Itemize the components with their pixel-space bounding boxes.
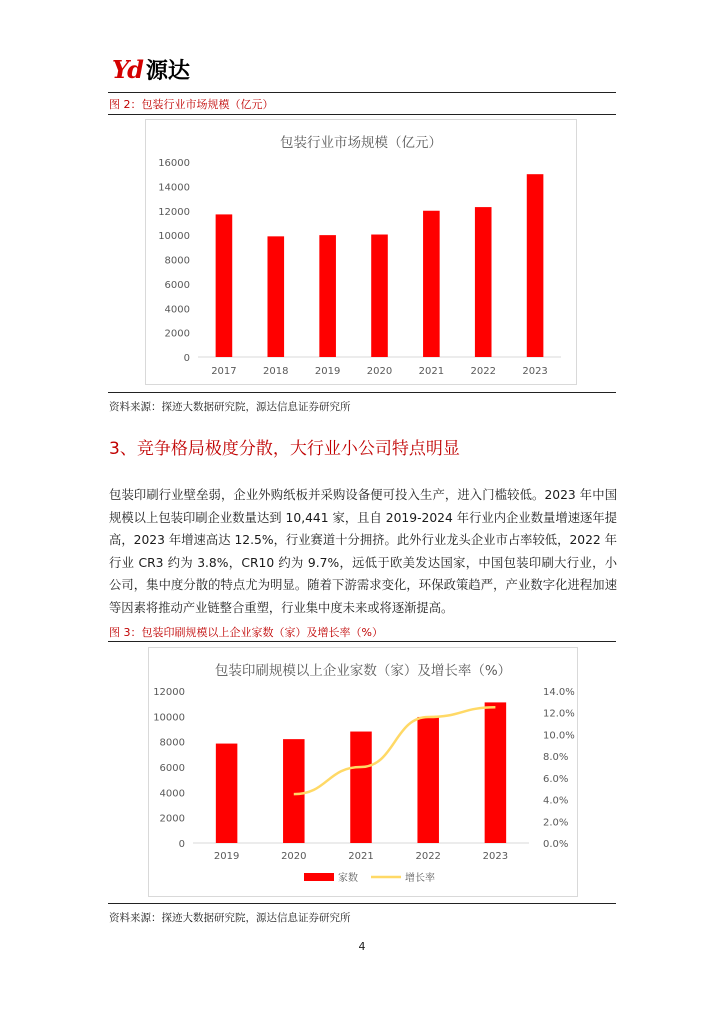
y-tick-label: 10000 <box>153 712 185 724</box>
legend-label-growth: 增长率 <box>405 873 435 884</box>
bar-2020 <box>371 235 388 357</box>
figure-2-source: 资料来源：探迹大数据研究院，源达信息证券研究所 <box>109 401 351 413</box>
chart-title: 包装行业市场规模（亿元） <box>280 135 442 151</box>
enterprise-count-chart <box>148 647 578 897</box>
bar-2018 <box>267 236 284 357</box>
figure-2-top-rule <box>108 114 616 115</box>
figure-3-source: 资料来源：探迹大数据研究院，源达信息证券研究所 <box>109 912 351 924</box>
x-tick-label: 2021 <box>418 366 445 377</box>
market-size-chart <box>145 119 577 385</box>
x-tick-label: 2023 <box>522 366 548 377</box>
legend-swatch-count <box>304 873 334 881</box>
chart-title: 包装印刷规模以上企业家数（家）及增长率（%） <box>214 663 512 679</box>
y2-tick-label: 10.0% <box>543 730 575 742</box>
bar-2021 <box>350 732 372 843</box>
section-paragraph: 包装印刷行业壁垒弱，企业外购纸板并采购设备便可投入生产，进入门槛较低。2023 年中国规模以上包装印刷企业数量达到 10,441 家，且自 2019-2024 年行业内企业数量增速逐年提高，2023 年增速高达 12.5%，行业赛道十分拥挤。此外行业龙头企业市占率较低，2022 年行业 CR3 约为 3.8%，CR10 约为 9.7%，远低于欧美发达国家，中国包装印刷大行业，小公司，集中度分散的特点尤为明显。随着下游需求变化，环保政策趋严，产业数字化进程加速等因素将推动产业链整合重塑，行业集中度未来或将逐渐提高。 <box>109 488 617 615</box>
y-tick-label: 4000 <box>159 788 185 800</box>
bar-2019 <box>319 235 336 357</box>
y-tick-label: 16000 <box>158 158 190 169</box>
x-tick-label: 2017 <box>211 366 237 377</box>
market-size-chart-svg <box>146 120 576 384</box>
x-tick-label: 2022 <box>415 851 441 862</box>
y-tick-label: 10000 <box>158 231 190 243</box>
bar-2023 <box>527 174 544 357</box>
bar-2022 <box>475 207 492 357</box>
y-tick-label: 0 <box>178 839 185 850</box>
y-tick-label: 12000 <box>158 206 190 218</box>
y-tick-label: 12000 <box>153 687 185 698</box>
header-rule <box>108 92 616 93</box>
logo-text: 源达 <box>145 58 190 84</box>
bar-2020 <box>283 739 305 843</box>
y2-tick-label: 4.0% <box>543 795 569 807</box>
x-tick-label: 2023 <box>482 851 509 862</box>
enterprise-count-chart-svg <box>149 648 577 896</box>
y-tick-label: 6000 <box>159 763 185 774</box>
x-tick-label: 2019 <box>213 851 240 862</box>
growth-rate-line <box>294 707 496 794</box>
x-tick-label: 2020 <box>281 851 307 862</box>
bar-2022 <box>417 717 439 843</box>
y-tick-label: 2000 <box>164 328 190 340</box>
x-tick-label: 2021 <box>348 851 374 862</box>
legend-label-count: 家数 <box>338 873 358 884</box>
y-tick-label: 4000 <box>164 304 190 316</box>
figure-3-bottom-rule <box>108 903 616 904</box>
x-tick-label: 2018 <box>263 366 289 377</box>
y2-tick-label: 8.0% <box>543 752 569 764</box>
y2-tick-label: 14.0% <box>543 687 575 698</box>
figure-2-caption: 图 2：包装行业市场规模（亿元） <box>109 98 274 111</box>
y-tick-label: 0 <box>183 353 190 364</box>
logo-mark: Yd <box>112 54 142 84</box>
y-tick-label: 14000 <box>158 182 190 194</box>
figure-3-top-rule <box>108 641 616 642</box>
x-tick-label: 2020 <box>366 366 393 377</box>
y-tick-label: 6000 <box>164 279 190 291</box>
bar-2019 <box>216 744 238 843</box>
figure-3-caption: 图 3：包装印刷规模以上企业家数（家）及增长率（%） <box>109 626 383 639</box>
brand-logo <box>112 56 190 82</box>
bar-2023 <box>485 702 507 843</box>
y-tick-label: 2000 <box>159 813 185 825</box>
section-heading: 3、竞争格局极度分散，大行业小公司特点明显 <box>109 439 460 459</box>
bar-2017 <box>216 214 233 357</box>
x-tick-label: 2019 <box>314 366 341 377</box>
y2-tick-label: 6.0% <box>543 773 569 785</box>
y-tick-label: 8000 <box>159 737 185 749</box>
y2-tick-label: 2.0% <box>543 817 569 829</box>
figure-2-bottom-rule <box>108 392 616 393</box>
y-tick-label: 8000 <box>164 255 190 267</box>
bar-2021 <box>423 211 440 357</box>
x-tick-label: 2022 <box>470 366 496 377</box>
y2-tick-label: 0.0% <box>543 839 569 850</box>
page-number: 4 <box>358 940 366 953</box>
y2-tick-label: 12.0% <box>543 708 575 720</box>
